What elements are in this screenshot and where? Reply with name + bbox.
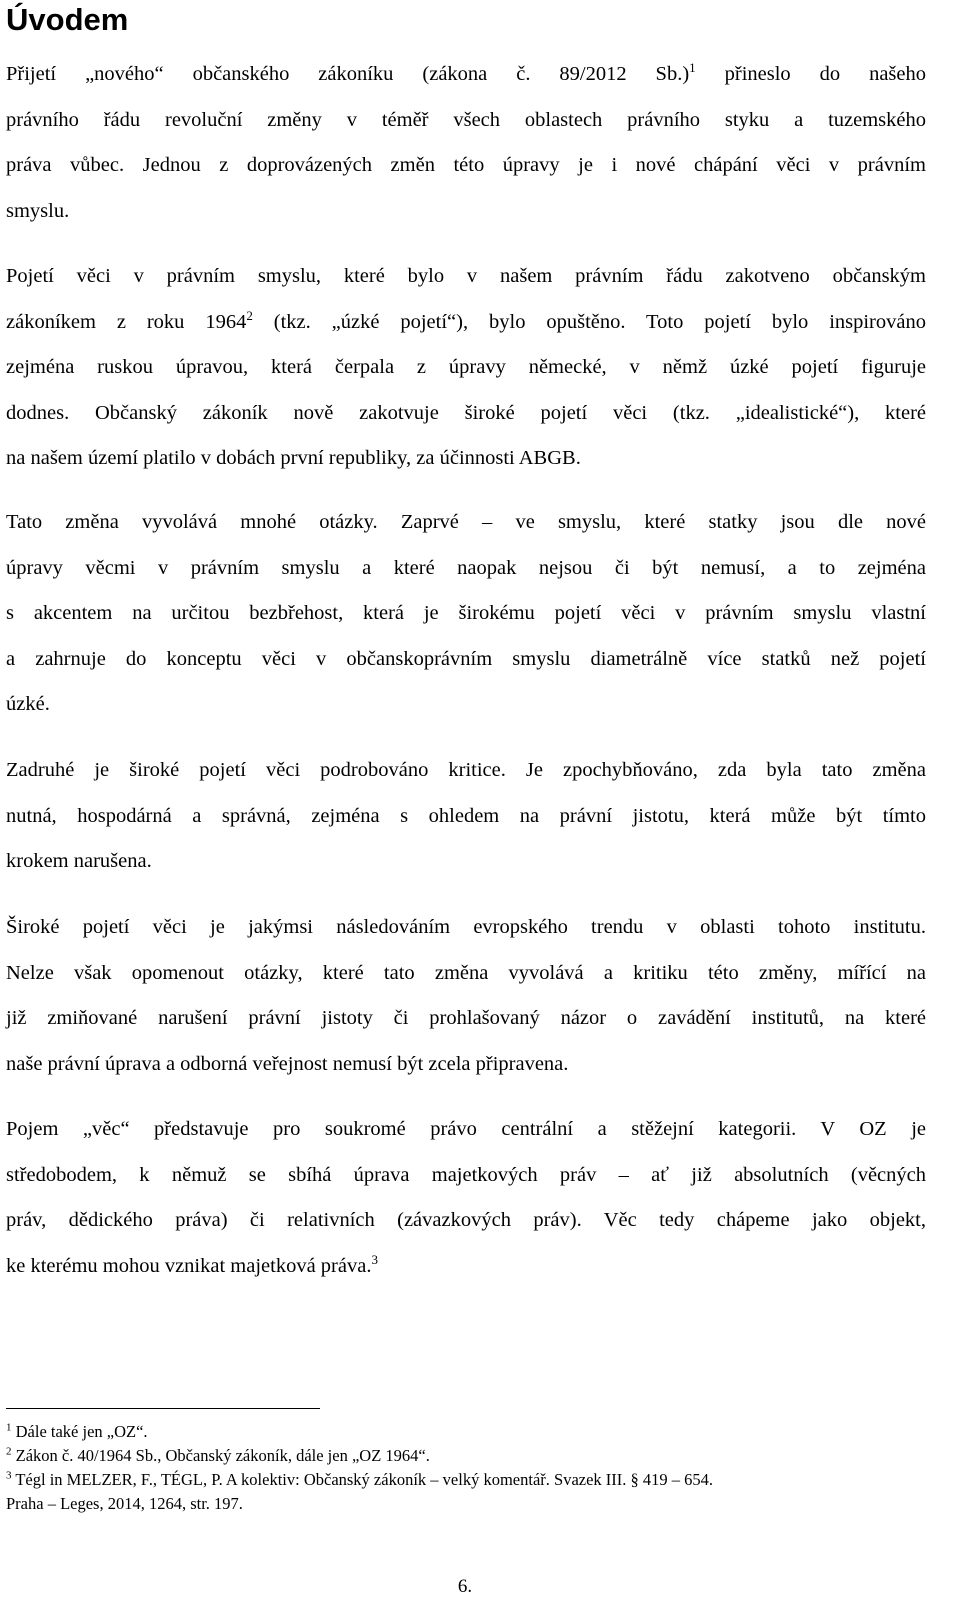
paragraph-line: ke kterému mohou vznikat majetková práva.$^3$ — [6, 1251, 378, 1277]
paragraph-5 — [6, 905, 926, 1087]
paragraph-line: již zmiňované narušení právní jistoty či prohlašovaný názor o zavádění institutů, na které — [6, 1007, 926, 1029]
paragraph-line: dodnes. Občanský zákoník nově zakotvuje široké pojetí věci (tkz. „idealistické“), které — [6, 401, 926, 424]
paragraph-2 — [6, 254, 926, 482]
paragraph-line: nutná, hospodárná a správná, zejména s ohledem na právní jistotu, která může být tímto — [6, 804, 926, 827]
footnote-ref: 1 — [689, 60, 696, 76]
paragraph-line: práva vůbec. Jednou z doprovázených změn této úpravy je i nové chápání věci v právním — [6, 154, 926, 176]
paragraph-line: na našem území platilo v dobách první republiky, za účinnosti ABGB. — [6, 447, 581, 469]
paragraph-6 — [6, 1107, 926, 1289]
footnote-ref: 3 — [371, 1251, 378, 1267]
paragraph-line: smyslu. — [6, 199, 70, 222]
paragraph-1 — [6, 52, 926, 234]
paragraph-line: Široké pojetí věci je jakýmsi následováním evropského trendu v oblasti tohoto institutu. — [6, 916, 926, 938]
footnote-continuation: Praha – Leges, 2014, 1264, str. 197. — [6, 1494, 243, 1513]
paragraph-line: Pojetí věci v právním smyslu, které bylo v našem právním řádu zakotveno občanským — [6, 265, 926, 287]
paragraph-line: Pojem „věc“ představuje pro soukromé právo centrální a stěžejní kategorii. V OZ je — [6, 1118, 926, 1140]
paragraph-line: zejména ruskou úpravou, která čerpala z úpravy německé, v němž úzké pojetí figuruje — [6, 356, 926, 378]
paragraph-line: právního řádu revoluční změny v téměř všech oblastech právního styku a tuzemského — [6, 108, 926, 131]
footnote-separator — [6, 1408, 320, 1409]
paragraph-3 — [6, 500, 926, 728]
footnote-ref: 2 — [246, 307, 253, 323]
footnote: $^1$ Dále také jen „OZ“. — [6, 1421, 148, 1441]
page-number: 6. — [457, 1576, 473, 1597]
paragraph-line: práv, dědického práva) či relativních (závazkových práv). Věc tedy chápeme jako objekt, — [6, 1209, 926, 1231]
paragraph-line: naše právní úprava a odborná veřejnost nemusí být zcela připravena. — [6, 1052, 569, 1075]
paragraph-line: Zadruhé je široké pojetí věci podrobováno kritice. Je zpochybňováno, zda byla tato změna — [6, 759, 926, 781]
paragraph-line: zákoníkem z roku 1964$^2$ (tkz. „úzké pojetí“), bylo opuštěno. Toto pojetí bylo inspirováno — [6, 307, 926, 333]
paragraph-line: a zahrnuje do konceptu věci v občanskoprávním smyslu diametrálně více statků než pojetí — [6, 647, 926, 670]
paragraph-line: úpravy věcmi v právním smyslu a které naopak nejsou či být nemusí, a to zejména — [6, 556, 926, 579]
footnote: $^2$ Zákon č. 40/1964 Sb., Občanský zákoník, dále jen „OZ 1964“. — [6, 1445, 430, 1465]
paragraph-line: středobodem, k němuž se sbíhá úprava majetkových práv – ať již absolutních (věcných — [6, 1163, 926, 1186]
paragraph-4 — [6, 748, 926, 885]
footnote: $^3$ Tégl in MELZER, F., TÉGL, P. A kolektiv: Občanský zákoník – velký komentář. Svazek III. § 419 – 654. — [6, 1469, 714, 1489]
paragraph-line: úzké. — [6, 693, 50, 715]
paragraph-line: s akcentem na určitou bezbřehost, která je širokému pojetí věci v právním smyslu vlastní — [6, 602, 926, 624]
paragraph-line: Tato změna vyvolává mnohé otázky. Zaprvé – ve smyslu, které statky jsou dle nové — [6, 511, 926, 533]
paragraph-line: krokem narušena. — [6, 850, 152, 872]
section-heading: Úvodem — [6, 2, 129, 37]
paragraph-line: Přijetí „nového“ občanského zákoníku (zákona č. 89/2012 Sb.)$^1$ přineslo do našeho — [6, 60, 926, 85]
paragraph-line: Nelze však opomenout otázky, které tato změna vyvolává a kritiku této změny, mířící na — [6, 961, 926, 984]
